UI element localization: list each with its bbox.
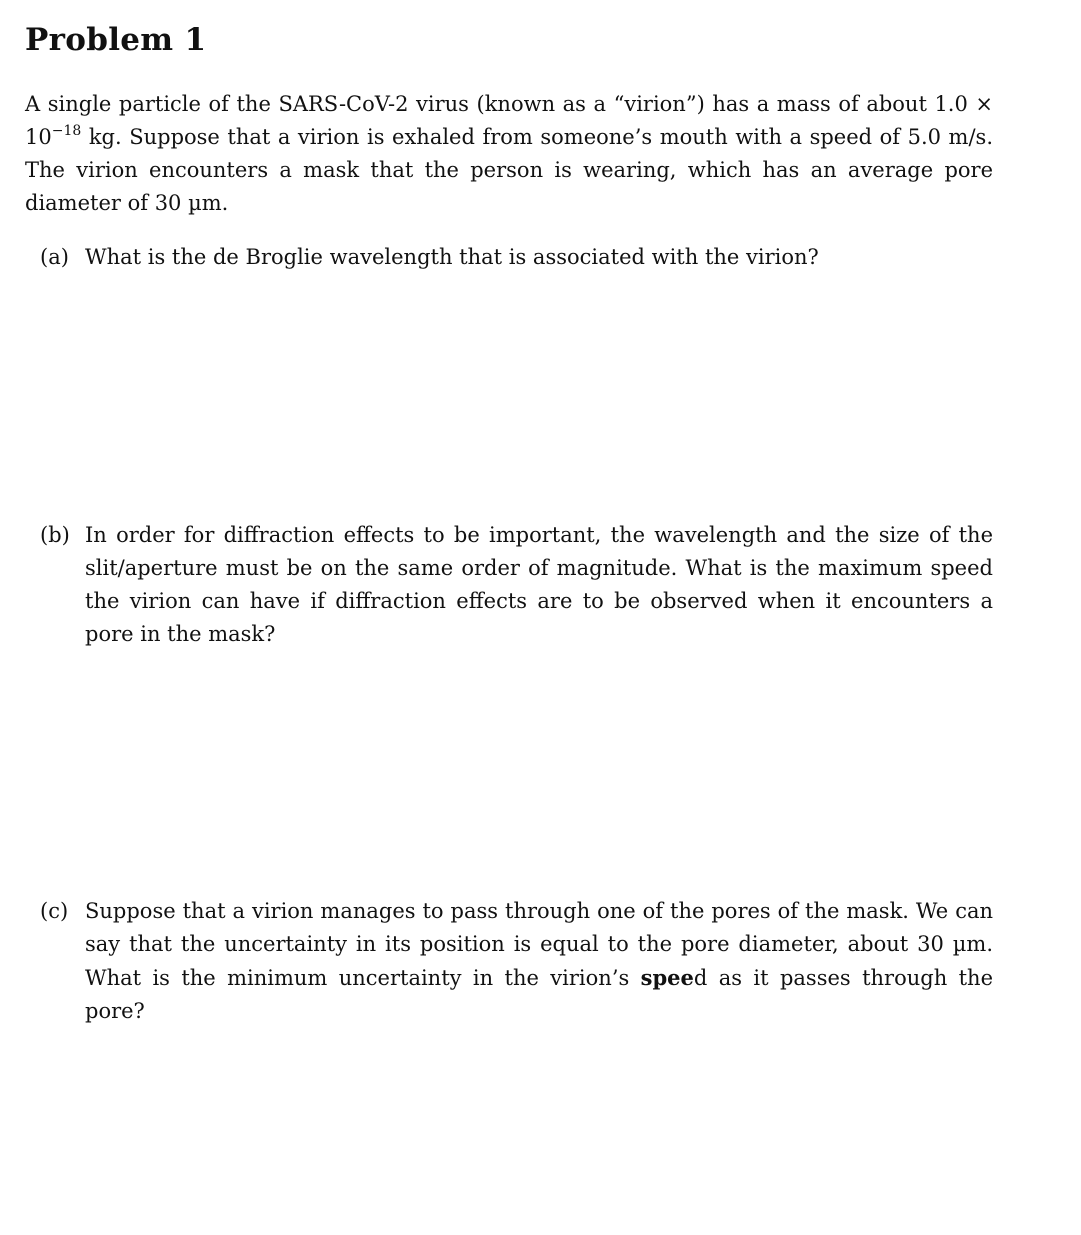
part-c-answer-space[interactable]: [86, 1005, 993, 1225]
part-a-label: (a): [40, 245, 69, 269]
problem-statement: [25, 88, 993, 220]
part-c-bold-word: spee: [640, 965, 694, 990]
part-c-text-2: d as it passes through the pore?: [85, 966, 993, 1023]
statement-text-2: kg. Suppose that a virion is exhaled from someone’s mouth with a speed of 5.0 m/s. The virion encounters a mask that the person is wearing, which has an average pore diameter of 30 µm.: [25, 125, 993, 215]
part-c-label: (c): [40, 899, 69, 923]
part-b-answer-space[interactable]: [86, 660, 993, 885]
problem-title: Problem 1: [25, 22, 207, 58]
part-a-question: What is the de Broglie wavelength that is associated with the virion?: [85, 245, 819, 269]
mass-exponent: −18: [51, 123, 82, 139]
statement-text-1: A single particle of the SARS-CoV-2 virus (known as a “virion”) has a mass of about 1.0 × 10: [25, 92, 993, 149]
part-c-text-1: Suppose that a virion manages to pass through one of the pores of the mask. We can say that the uncertainty in its position is equal to the pore diameter, about 30 µm. What is the minimum uncertainty in the virion’s: [85, 899, 993, 990]
part-b-question: In order for diffraction effects to be important, the wavelength and the size of the slit/aperture must be on the same order of magnitude. What is the maximum speed the virion can have if diffraction effects are to be observed when it encounters a pore in the mask?: [85, 523, 993, 646]
part-a-answer-space[interactable]: [86, 285, 993, 510]
part-b-label: (b): [40, 523, 70, 547]
